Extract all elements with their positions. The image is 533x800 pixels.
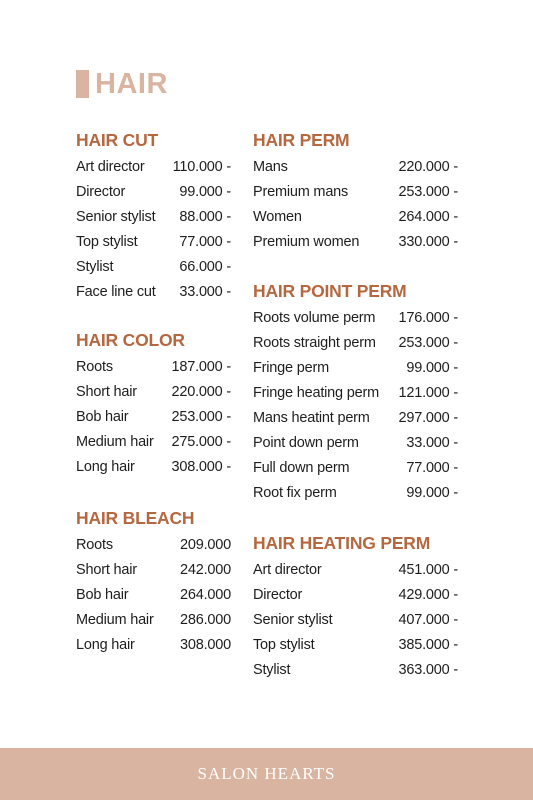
section-hair-bleach xyxy=(76,507,231,657)
service-name: Short hair xyxy=(76,383,137,400)
service-price: 308.000 xyxy=(179,636,231,653)
service-price: 187.000 - xyxy=(171,358,231,375)
service-price: 363.000 - xyxy=(398,661,458,678)
service-name: Top stylist xyxy=(76,233,138,250)
service-price: 77.000 - xyxy=(179,233,231,250)
service-price: 429.000 - xyxy=(398,586,458,603)
price-row xyxy=(76,354,231,379)
price-row xyxy=(253,229,458,254)
service-price: 33.000 - xyxy=(179,283,231,300)
service-name: Medium hair xyxy=(76,611,154,628)
price-row xyxy=(76,379,231,404)
service-name: Roots xyxy=(76,536,113,553)
service-name: Long hair xyxy=(76,636,135,653)
service-name: Mans xyxy=(253,158,288,175)
service-name: Stylist xyxy=(76,258,114,275)
service-price: 88.000 - xyxy=(179,208,231,225)
price-row xyxy=(76,204,231,229)
service-price: 264.000 xyxy=(179,586,231,603)
service-name: Fringe perm xyxy=(253,359,329,376)
section-title: HAIR HEATING PERM xyxy=(253,533,431,553)
service-name: Mans heatint perm xyxy=(253,409,370,426)
service-price: 77.000 - xyxy=(406,459,458,476)
service-name: Bob hair xyxy=(76,408,129,425)
service-name: Long hair xyxy=(76,458,135,475)
service-name: Top stylist xyxy=(253,636,315,653)
service-price: 33.000 - xyxy=(406,434,458,451)
service-price: 99.000 - xyxy=(406,484,458,501)
service-name: Art director xyxy=(253,561,322,578)
section-hair-perm xyxy=(253,129,458,254)
section-hair-point-perm xyxy=(253,280,458,505)
service-name: Face line cut xyxy=(76,283,156,300)
price-row xyxy=(253,330,458,355)
service-price: 209.000 xyxy=(179,536,231,553)
section-hair-cut xyxy=(76,129,231,304)
price-row xyxy=(76,607,231,632)
service-name: Roots straight perm xyxy=(253,334,376,351)
section-title: HAIR CUT xyxy=(76,130,159,150)
price-row xyxy=(253,607,458,632)
service-price: 286.000 xyxy=(179,611,231,628)
price-row xyxy=(253,480,458,505)
price-row xyxy=(253,455,458,480)
service-name: Director xyxy=(76,183,126,200)
service-name: Full down perm xyxy=(253,459,350,476)
price-row xyxy=(253,305,458,330)
price-row xyxy=(76,582,231,607)
service-price: 253.000 - xyxy=(171,408,231,425)
section-title: HAIR PERM xyxy=(253,130,350,150)
price-row xyxy=(76,632,231,657)
service-name: Medium hair xyxy=(76,433,154,450)
service-price: 242.000 xyxy=(179,561,231,578)
price-row xyxy=(253,582,458,607)
service-price: 176.000 - xyxy=(398,309,458,326)
service-price: 253.000 - xyxy=(398,334,458,351)
service-name: Roots volume perm xyxy=(253,309,376,326)
service-name: Senior stylist xyxy=(76,208,156,225)
price-row xyxy=(76,429,231,454)
section-hair-heating-perm xyxy=(253,532,458,682)
price-row xyxy=(253,380,458,405)
price-row xyxy=(253,355,458,380)
service-price: 220.000 - xyxy=(398,158,458,175)
brand-logo: SALON HEARTS xyxy=(197,764,336,783)
service-name: Bob hair xyxy=(76,586,129,603)
service-price: 253.000 - xyxy=(398,183,458,200)
service-name: Women xyxy=(253,208,302,225)
service-name: Premium women xyxy=(253,233,360,250)
service-price: 308.000 - xyxy=(171,458,231,475)
service-price: 297.000 - xyxy=(398,409,458,426)
price-row xyxy=(76,179,231,204)
service-price: 99.000 - xyxy=(406,359,458,376)
price-row xyxy=(253,557,458,582)
service-name: Root fix perm xyxy=(253,484,337,501)
section-hair-color xyxy=(76,329,231,479)
price-row xyxy=(253,657,458,682)
service-name: Short hair xyxy=(76,561,137,578)
service-name: Roots xyxy=(76,358,113,375)
service-name: Senior stylist xyxy=(253,611,333,628)
service-name: Stylist xyxy=(253,661,291,678)
price-row xyxy=(76,404,231,429)
service-name: Director xyxy=(253,586,303,603)
service-price: 451.000 - xyxy=(398,561,458,578)
service-price: 275.000 - xyxy=(171,433,231,450)
section-title: HAIR COLOR xyxy=(76,330,185,350)
section-title: HAIR BLEACH xyxy=(76,508,195,528)
service-price: 110.000 - xyxy=(172,158,231,175)
price-row xyxy=(253,430,458,455)
title-accent-bar xyxy=(76,70,89,98)
service-price: 407.000 - xyxy=(398,611,458,628)
price-row xyxy=(253,632,458,657)
service-name: Art director xyxy=(76,158,145,175)
price-row xyxy=(253,204,458,229)
price-row xyxy=(76,454,231,479)
service-name: Premium mans xyxy=(253,183,349,200)
service-name: Point down perm xyxy=(253,434,359,451)
service-price: 121.000 - xyxy=(398,384,458,401)
footer-bar xyxy=(0,748,533,800)
service-price: 264.000 - xyxy=(398,208,458,225)
service-price: 99.000 - xyxy=(179,183,231,200)
price-row xyxy=(76,254,231,279)
page-title xyxy=(76,68,168,100)
section-title: HAIR POINT PERM xyxy=(253,281,407,301)
service-price: 385.000 - xyxy=(398,636,458,653)
service-name: Fringe heating perm xyxy=(253,384,379,401)
price-row xyxy=(253,179,458,204)
page-title-text: HAIR xyxy=(95,68,168,100)
price-row xyxy=(76,279,231,304)
service-price: 330.000 - xyxy=(398,233,458,250)
price-row xyxy=(253,405,458,430)
price-row xyxy=(253,154,458,179)
price-row xyxy=(76,532,231,557)
price-row xyxy=(76,229,231,254)
service-price: 220.000 - xyxy=(171,383,231,400)
price-row xyxy=(76,154,231,179)
service-price: 66.000 - xyxy=(179,258,231,275)
price-row xyxy=(76,557,231,582)
